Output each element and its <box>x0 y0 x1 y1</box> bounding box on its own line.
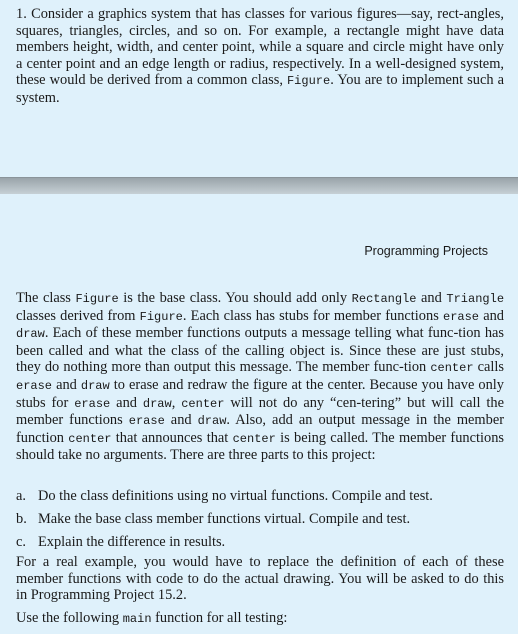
code-main: main <box>122 612 152 626</box>
final-line: Use the following main function for all testing: <box>16 610 288 626</box>
problem-number: 1. <box>16 6 27 22</box>
list-text: Explain the difference in results. <box>38 534 226 550</box>
list-item <box>16 534 504 551</box>
page-divider <box>0 177 518 194</box>
list-letter: c. <box>16 534 26 550</box>
code-figure: Figure <box>286 74 331 89</box>
list-letter: a. <box>16 488 26 504</box>
closing-paragraph: For a real example, you would have to replace the definition of each of these member functions with code to do the actual drawing. You will be asked to do this in Programming Project 15.2. <box>16 554 504 604</box>
list-item <box>16 511 504 528</box>
problem-paragraph: 1. Consider a graphics system that has classes for various figures—say, rect-angles, squares, triangles, circles, and so on. For example, a rectangle might have data members height, width, and center point, while a square and circle might have only a center point and an edge length or radius, respectively. In a well-designed system, these would be derived from a common class, Figure. You are to implement such a system. <box>16 6 504 106</box>
page-header: Programming Projects <box>364 244 488 258</box>
list-text: Do the class definitions using no virtual functions. Compile and test. <box>38 488 433 504</box>
list-letter: b. <box>16 511 27 527</box>
list-item <box>16 488 504 505</box>
list-text: Make the base class member functions virtual. Compile and test. <box>38 511 411 527</box>
body-paragraph: The class Figure is the base class. You should add only Rectangle and Triangle classes derived from Figure. Each class has stubs for member functions erase and draw. Each of these member functions outputs a message telling what func-tion has been called and what the class of the calling object is. Since these are just stubs, they do nothing more than output this message. The member func-tion center calls erase and draw to erase and redraw the figure at the center. Because you have only stubs for erase and draw, center will not do any “cen-tering” but will call the member functions erase and draw. Also, add an output message in the member function center that announces that center is being called. The member functions should take no arguments. There are three parts to this project: <box>16 290 505 464</box>
